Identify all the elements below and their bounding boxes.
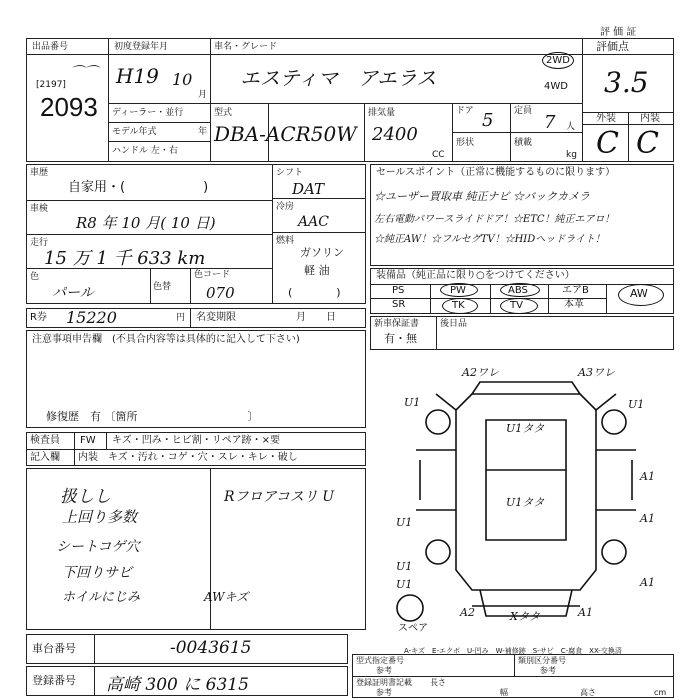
equipment-label: 装備品（純正品に限り○をつけてください） (376, 270, 575, 281)
inspector-row-2: 内装 キズ・汚れ・コゲ・穴・スレ・キレ・破し (78, 452, 298, 463)
grade-value: 3.5 (604, 66, 649, 99)
interior-value: C (636, 126, 659, 161)
cc-unit: CC (432, 150, 445, 160)
drive-2wd: 2WD (542, 52, 574, 69)
recycle-value: 15220 (66, 308, 117, 327)
equip-abs: ABS (508, 285, 528, 296)
load-unit: kg (566, 150, 577, 160)
equip-leather: 本革 (564, 299, 584, 310)
damage-u1-l1: U1 (396, 516, 413, 529)
category-label: 類別区分番号 (518, 656, 566, 665)
sales-line-3: ☆純正AW！☆フルセグTV！☆HIDヘッドライト！ (374, 234, 605, 245)
damage-u1-mid: U1タタ (506, 496, 545, 509)
entry-label: 記入欄 (30, 452, 60, 463)
damage-x-rear: Xタタ (510, 610, 540, 623)
type-label: 型式 (214, 108, 233, 118)
car-name-label: 車名・グレード (214, 42, 278, 52)
damage-u1-l2: U1 (396, 578, 413, 591)
damage-u1-rl: U1 (396, 560, 413, 573)
mileage-value: 15 万 1 千 633 km (44, 248, 206, 269)
door-value: 5 (482, 110, 494, 131)
damage-a1-rear: A1 (578, 606, 593, 619)
height-label: 高さ (580, 688, 596, 697)
capacity-label: 定員 (514, 106, 533, 116)
car-name: エスティマ アエラス (240, 66, 437, 90)
note-right-2: AWキズ (204, 590, 249, 604)
month-unit: 月 (198, 90, 208, 100)
shape-label: 形状 (456, 138, 475, 148)
later-label: 後日品 (440, 319, 468, 329)
reg-label: 登録番号 (32, 674, 76, 687)
exterior-value: C (596, 126, 619, 161)
fuel-label: 燃料 (276, 236, 295, 246)
capacity-value: 7 (544, 112, 556, 133)
damage-a2-rear: A2 (460, 606, 475, 619)
color-code-label: 色コード (194, 270, 231, 280)
damage-legend: A-キズ E-エクボ U-凹み W-補修跡 S-サビ C-腐食 XX-交換済 (404, 647, 622, 655)
damage-a1-r1: A1 (640, 470, 655, 483)
damage-u1-fr: U1 (628, 398, 645, 411)
reg-size-label: 登録証明書記載 (356, 678, 412, 687)
model-spec-label: 型式指定番号 (356, 656, 404, 665)
lot-mark: ⌒⌒ (70, 65, 98, 81)
shift-value: DAT (292, 180, 325, 198)
damage-a2-crack: A2ワレ (462, 366, 499, 379)
reg-value: 高崎 300 に 6315 (106, 675, 249, 695)
history-label: 車歴 (30, 168, 49, 178)
equip-aw: AW (630, 287, 648, 300)
notes-label: 注意事項申告欄 (不具合内容等は具体的に記入して下さい) (32, 334, 300, 345)
equip-airbag: エアB (562, 285, 589, 296)
fuel-other: ( ) (288, 286, 341, 299)
inspection-value: R8 年 10 月( 10 日) (76, 214, 216, 232)
history-value: 自家用・( ) (68, 180, 209, 195)
first-reg-year: H19 (116, 64, 159, 88)
damage-u1-fl: U1 (404, 396, 421, 409)
equip-pw: PW (450, 285, 466, 296)
type-value: DBA-ACR50W (214, 122, 357, 146)
note-left-3: シートコゲ穴 (56, 539, 140, 555)
sales-label: セールスポイント（正常に機能するものに限ります） (376, 167, 616, 178)
top-right-text: 評 価 証 (600, 27, 637, 38)
spare-label: スペア (398, 623, 428, 634)
inspector-row-1: キズ・凹み・ヒビ割・リペア跡・×要 (112, 435, 280, 446)
sales-line-1: ☆ユーザー買取車 純正ナビ ☆バックカメラ (374, 190, 590, 203)
color-code-value: 070 (206, 284, 235, 302)
first-reg-month: 10 (172, 70, 193, 89)
lot-number: 2093 (40, 92, 98, 122)
sales-line-2: 左右電動パワースライドドア！☆ETC！純正エアロ！ (374, 214, 615, 225)
equip-sr: SR (392, 299, 406, 310)
color-label: 色 (30, 272, 40, 282)
grade-label: 評価点 (596, 40, 629, 53)
door-label: ドア (456, 106, 474, 116)
note-left-4: 下回りサビ (62, 565, 132, 581)
length-label: 長さ (430, 678, 446, 687)
fuel-diesel: 軽 油 (304, 264, 330, 277)
equip-tv: TV (510, 300, 523, 311)
inspector-label: 検査員 (30, 435, 60, 446)
note-left-5: ホイルにじみ (62, 590, 141, 605)
chassis-label: 車台番号 (32, 642, 76, 655)
yen-unit: 円 (176, 313, 186, 323)
handle-label: ハンドル 左・右 (112, 146, 178, 156)
lot-label: 出品番号 (32, 42, 69, 52)
ac-label: 冷房 (276, 202, 295, 212)
model-year-label: モデル年式 (112, 127, 157, 137)
ac-value: AAC (298, 214, 329, 230)
width-label: 幅 (500, 688, 508, 697)
dealer-label: ディーラー・並行 (112, 108, 184, 118)
warranty-value: 有・無 (384, 332, 417, 345)
load-label: 積載 (514, 138, 533, 148)
interior-label: 内装 (640, 113, 660, 124)
note-right-1: Rフロアコスリ U (224, 489, 335, 505)
drive-4wd: 4WD (544, 81, 568, 92)
note-left-1: 扱しし (60, 487, 111, 507)
cm-unit: cm (654, 688, 667, 697)
color-value: パール (52, 285, 94, 301)
fuel-gasoline: ガソリン (300, 246, 344, 259)
damage-a1-rr: A1 (640, 576, 655, 589)
name-change-unit: 月 日 (296, 312, 336, 323)
first-reg-label: 初度登録年月 (114, 42, 169, 52)
inspection-label: 車検 (30, 204, 49, 214)
equip-tk: TK (452, 300, 465, 311)
color-change-label: 色替 (153, 282, 172, 292)
equip-ps: PS (392, 285, 405, 296)
lot-small: [2197] (36, 80, 66, 90)
capacity-unit: 人 (566, 122, 576, 132)
repair-label: 修復歴 有 〔箇所 〕 (46, 410, 259, 423)
note-left-2: 上回り多数 (62, 508, 138, 526)
mileage-label: 走行 (30, 238, 49, 248)
inspector-fw: FW (80, 435, 96, 446)
ref-label-2: 参考 (540, 666, 556, 675)
model-year-unit: 年 (198, 127, 208, 137)
name-change-label: 名変期限 (196, 312, 236, 323)
exterior-label: 外装 (596, 113, 616, 124)
recycle-label: R券 (30, 312, 47, 323)
shift-label: シフト (276, 168, 304, 178)
displacement-label: 排気量 (368, 108, 396, 118)
ref-label-1: 参考 (376, 666, 392, 675)
displacement-value: 2400 (372, 124, 418, 145)
chassis-value: -0043615 (170, 638, 252, 658)
damage-u1-roof: U1タタ (506, 422, 545, 435)
warranty-label: 新車保証書 (374, 319, 420, 329)
ref-label-3: 参考 (376, 688, 392, 697)
damage-a3-crack: A3ワレ (578, 366, 615, 379)
damage-a1-r2: A1 (640, 512, 655, 525)
